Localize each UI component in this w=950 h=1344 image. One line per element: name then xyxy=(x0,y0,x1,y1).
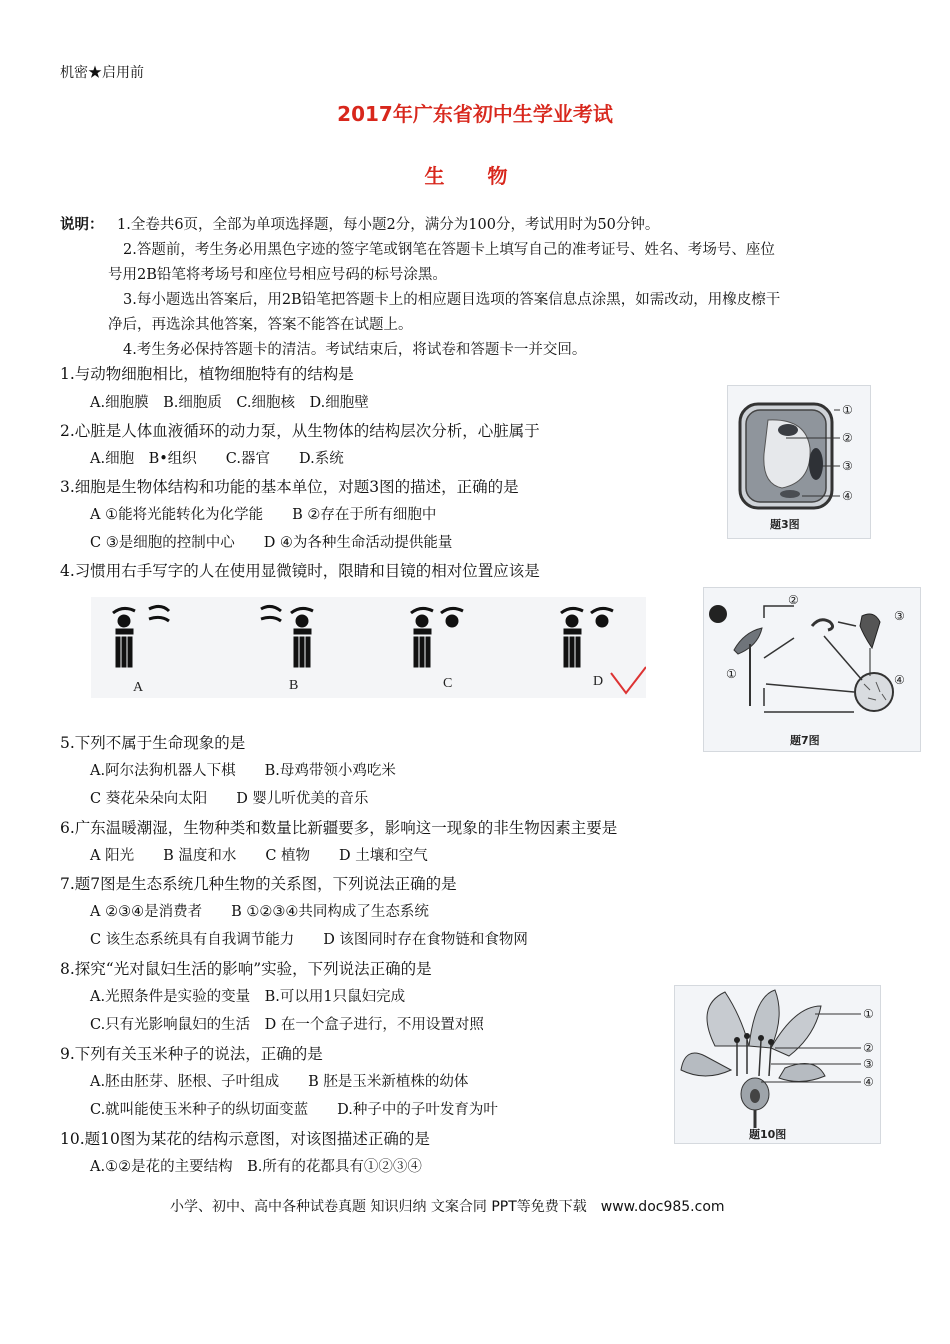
instruction-item: 1.全卷共6页，全部为单项选择题，每小题2分，满分为100分，考试用时为50分钟。 xyxy=(117,217,660,233)
instruction-item: 号用2B铅笔将考场号和座位号相应号码的标号涂黑。 xyxy=(108,267,447,283)
question-options: C.只有光影响鼠妇的生活 D 在一个盒子进行，不用设置对照 xyxy=(90,1017,484,1033)
question-options: C.就叫能使玉米种子的纵切面变蓝 D.种子中的子叶发育为叶 xyxy=(90,1102,498,1118)
callout-3: ③ xyxy=(894,609,905,623)
callout-2: ② xyxy=(842,431,853,445)
question-options: C 该生态系统具有自我调节能力 D 该图同时存在食物链和食物网 xyxy=(90,932,528,948)
footer-text: 小学、初中、高中各种试卷真题 知识归纳 文案合同 PPT等免费下载 www.doc985.com xyxy=(170,1199,725,1215)
question-options: C 葵花朵朵向太阳 D 婴儿听优美的音乐 xyxy=(90,791,369,807)
question-options: A.细胞 B•组织 C.器官 D.系统 xyxy=(90,451,344,467)
callout-1: ① xyxy=(842,403,853,417)
callout-2: ② xyxy=(788,593,799,607)
callout-4: ④ xyxy=(842,489,853,503)
instruction-item: 净后，再选涂其他答案，答案不能答在试题上。 xyxy=(108,317,413,333)
callout-1: ① xyxy=(726,667,737,681)
option-label-c: C xyxy=(443,676,453,691)
question-stem: 8.探究“光对鼠妇生活的影响”实验，下列说法正确的是 xyxy=(60,960,432,978)
exam-title: 2017年广东省初中生学业考试 xyxy=(337,102,613,126)
figure-7-caption: 题7图 xyxy=(790,734,820,747)
question-stem: 2.心脏是人体血液循环的动力泵，从生物体的结构层次分析，心脏属于 xyxy=(60,422,540,440)
question-options: C ③是细胞的控制中心 D ④为各种生命活动提供能量 xyxy=(90,535,453,551)
microscope-options-figure xyxy=(91,597,646,698)
callout-3: ③ xyxy=(842,459,853,473)
option-label-d: D xyxy=(593,674,604,689)
callout-2: ② xyxy=(863,1041,874,1055)
figure-3-caption: 题3图 xyxy=(770,518,800,531)
question-stem: 1.与动物细胞相比，植物细胞特有的结构是 xyxy=(60,365,354,383)
instruction-item: 3.每小题选出答案后，用2B铅笔把答题卡上的相应题目选项的答案信息点涂黑，如需改动，用橡皮檫干 xyxy=(123,292,781,308)
question-options: A.细胞膜 B.细胞质 C.细胞核 D.细胞壁 xyxy=(90,395,369,411)
instructions-label: 说明： xyxy=(60,216,104,233)
question-stem: 4.习惯用右手写字的人在使用显微镜时，限睛和目镜的相对位置应该是 xyxy=(60,562,540,580)
callout-3: ③ xyxy=(863,1057,874,1071)
question-options: A ②③④是消费者 B ①②③④共同构成了生态系统 xyxy=(90,904,429,920)
question-options: A 阳光 B 温度和水 C 植物 D 土壤和空气 xyxy=(90,848,428,864)
microscope-drawing xyxy=(91,597,646,698)
question-stem: 7.题7图是生态系统几种生物的关系图，下列说法正确的是 xyxy=(60,875,457,893)
question-stem: 3.细胞是生物体结构和功能的基本单位，对题3图的描述，正确的是 xyxy=(60,478,519,496)
callout-4: ④ xyxy=(894,673,905,687)
question-options: A.①②是花的主要结构 B.所有的花都具有①②③④ xyxy=(90,1159,422,1175)
question-stem: 9.下列有关玉米种子的说法，正确的是 xyxy=(60,1045,323,1063)
question-options: A.胚由胚芽、胚根、子叶组成 B 胚是玉米新植株的幼体 xyxy=(90,1074,469,1090)
plant-leaf-icon xyxy=(734,628,762,654)
figure-10-caption: 题10图 xyxy=(749,1128,787,1141)
sun-icon xyxy=(709,605,727,623)
caterpillar-icon xyxy=(812,620,833,630)
question-stem: 6.广东温暖潮湿，生物种类和数量比新疆要多，影响这一现象的非生物因素主要是 xyxy=(60,819,618,837)
instruction-item: 4.考生务必保持答题卡的清洁。考试结束后，将试卷和答题卡一并交回。 xyxy=(123,342,587,358)
option-label-b: B xyxy=(289,678,299,693)
callout-1: ① xyxy=(863,1007,874,1021)
figure-7-ecosystem xyxy=(703,587,921,752)
figure-10-flower xyxy=(674,985,881,1144)
instruction-item: 2.答题前，考生务必用黑色字迹的签字笔或钢笔在答题卡上填写自己的准考证号、姓名、考场号、座位 xyxy=(123,242,775,258)
option-label-a: A xyxy=(133,680,144,695)
bird-icon xyxy=(860,614,880,648)
figure-3-plant-cell xyxy=(727,385,871,539)
callout-4: ④ xyxy=(863,1075,874,1089)
question-options: A.光照条件是实验的变量 B.可以用1只鼠妇完成 xyxy=(90,989,406,1005)
question-stem: 5.下列不属于生命现象的是 xyxy=(60,734,246,752)
question-options: A ①能将光能转化为化学能 B ②存在于所有细胞中 xyxy=(90,507,437,523)
question-stem: 10.题10图为某花的结构示意图，对该图描述正确的是 xyxy=(60,1130,430,1148)
exam-subject: 生 物 xyxy=(424,164,526,188)
question-options: A.阿尔法狗机器人下棋 B.母鸡带领小鸡吃米 xyxy=(90,763,396,779)
confidential-mark: 机密★启用前 xyxy=(60,65,144,81)
